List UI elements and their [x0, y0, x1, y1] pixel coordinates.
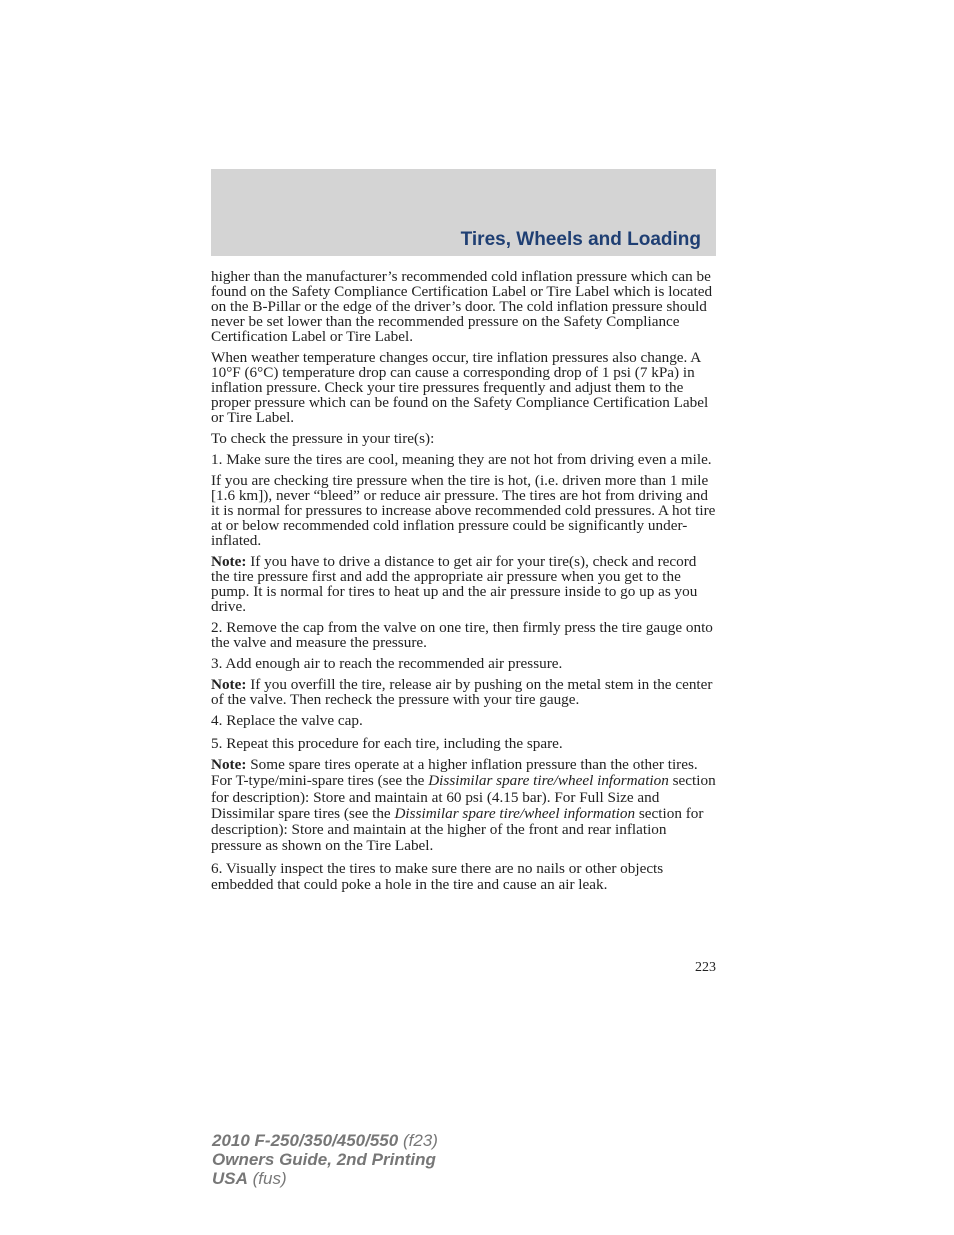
note-text: Some spare tires operate at a higher inflation pressure than the other tires. For T-type/mini-spare tires (see the: [211, 756, 698, 790]
section-title: Tires, Wheels and Loading: [460, 229, 701, 250]
footer-code: (f23): [398, 1131, 438, 1150]
step-1: 1. Make sure the tires are cool, meaning they are not hot from driving even a mile.: [211, 451, 712, 468]
step-4: 4. Replace the valve cap.: [211, 712, 363, 729]
note-1: [211, 554, 716, 614]
paragraph: When weather temperature changes occur, tire inflation pressures also change. A 10°F (6°C) temperature drop can cause a corresponding drop of 1 psi (7 kPa) in inflation pressure. Check your tire pressures frequently and adjust them to the proper pressure which can be found on the Safety Compliance Certification Label or Tire Label.: [211, 349, 709, 426]
note-2: [211, 677, 716, 707]
section-header-band: [211, 169, 716, 256]
step-3: 3. Add enough air to reach the recommended air pressure.: [211, 655, 563, 672]
note-text: If you overfill the tire, release air by pushing on the metal stem in the center of the valve. Then recheck the pressure with your tire gauge.: [211, 676, 713, 708]
note-label: Note:: [211, 756, 247, 773]
note-text: section for description): Store and maintain at the higher of the front and rear inflation pressure as shown on the Tire Label.: [211, 804, 704, 855]
footer-line-edition: Owners Guide, 2nd Printing: [212, 1150, 436, 1169]
note-text: If you have to drive a distance to get air for your tire(s), check and record the tire pressure first and add the appropriate air pressure when you get to the pump. It is normal for tires to heat up and the air pressure inside to go up as you drive.: [211, 553, 698, 615]
cross-reference-link[interactable]: Dissimilar spare tire/wheel information: [428, 772, 669, 790]
step-2: 2. Remove the cap from the valve on one tire, then firmly press the tire gauge onto the valve and measure the pressure.: [211, 619, 713, 651]
paragraph: If you are checking tire pressure when the tire is hot, (i.e. driven more than 1 mile [1.6 km]), never “bleed” or reduce air pressure. The tires are hot from driving and it is normal for pressures to increase above recommended cold pressures. A hot tire at or below recommended cold inflation pressure could be significantly under-inflated.: [211, 472, 716, 549]
step-5: 5. Repeat this procedure for each tire, including the spare.: [211, 735, 563, 752]
note-3: [211, 757, 716, 855]
document-footer: [212, 1131, 438, 1188]
paragraph: higher than the manufacturer’s recommended cold inflation pressure which can be found on the Safety Compliance Certification Label or Tire Label which is located on the B-Pillar or the edge of the driver’s door. The cold inflation pressure should never be set lower than the recommended pressure on the Safety Compliance Certification Label or Tire Label.: [211, 268, 713, 345]
footer-region-code: (fus): [247, 1169, 287, 1188]
note-text: section for description): Store and maintain at 60 psi (4.15 bar). For Full Size and Dissimilar spare tires (see the: [211, 772, 716, 822]
step-6: 6. Visually inspect the tires to make sure there are no nails or other objects embedded that could poke a hole in the tire and cause an air leak.: [211, 859, 664, 894]
paragraph: To check the pressure in your tire(s):: [211, 430, 435, 447]
footer-model: 2010 F-250/350/450/550: [212, 1131, 399, 1150]
footer-line-region: [212, 1169, 438, 1188]
cross-reference-link[interactable]: Dissimilar spare tire/wheel information: [394, 804, 636, 822]
footer-line-model: [212, 1131, 438, 1150]
note-label: Note:: [211, 553, 247, 570]
page-body: [211, 269, 716, 899]
page-number: 223: [695, 960, 716, 975]
note-label: Note:: [211, 676, 247, 693]
footer-region: USA: [212, 1169, 248, 1188]
